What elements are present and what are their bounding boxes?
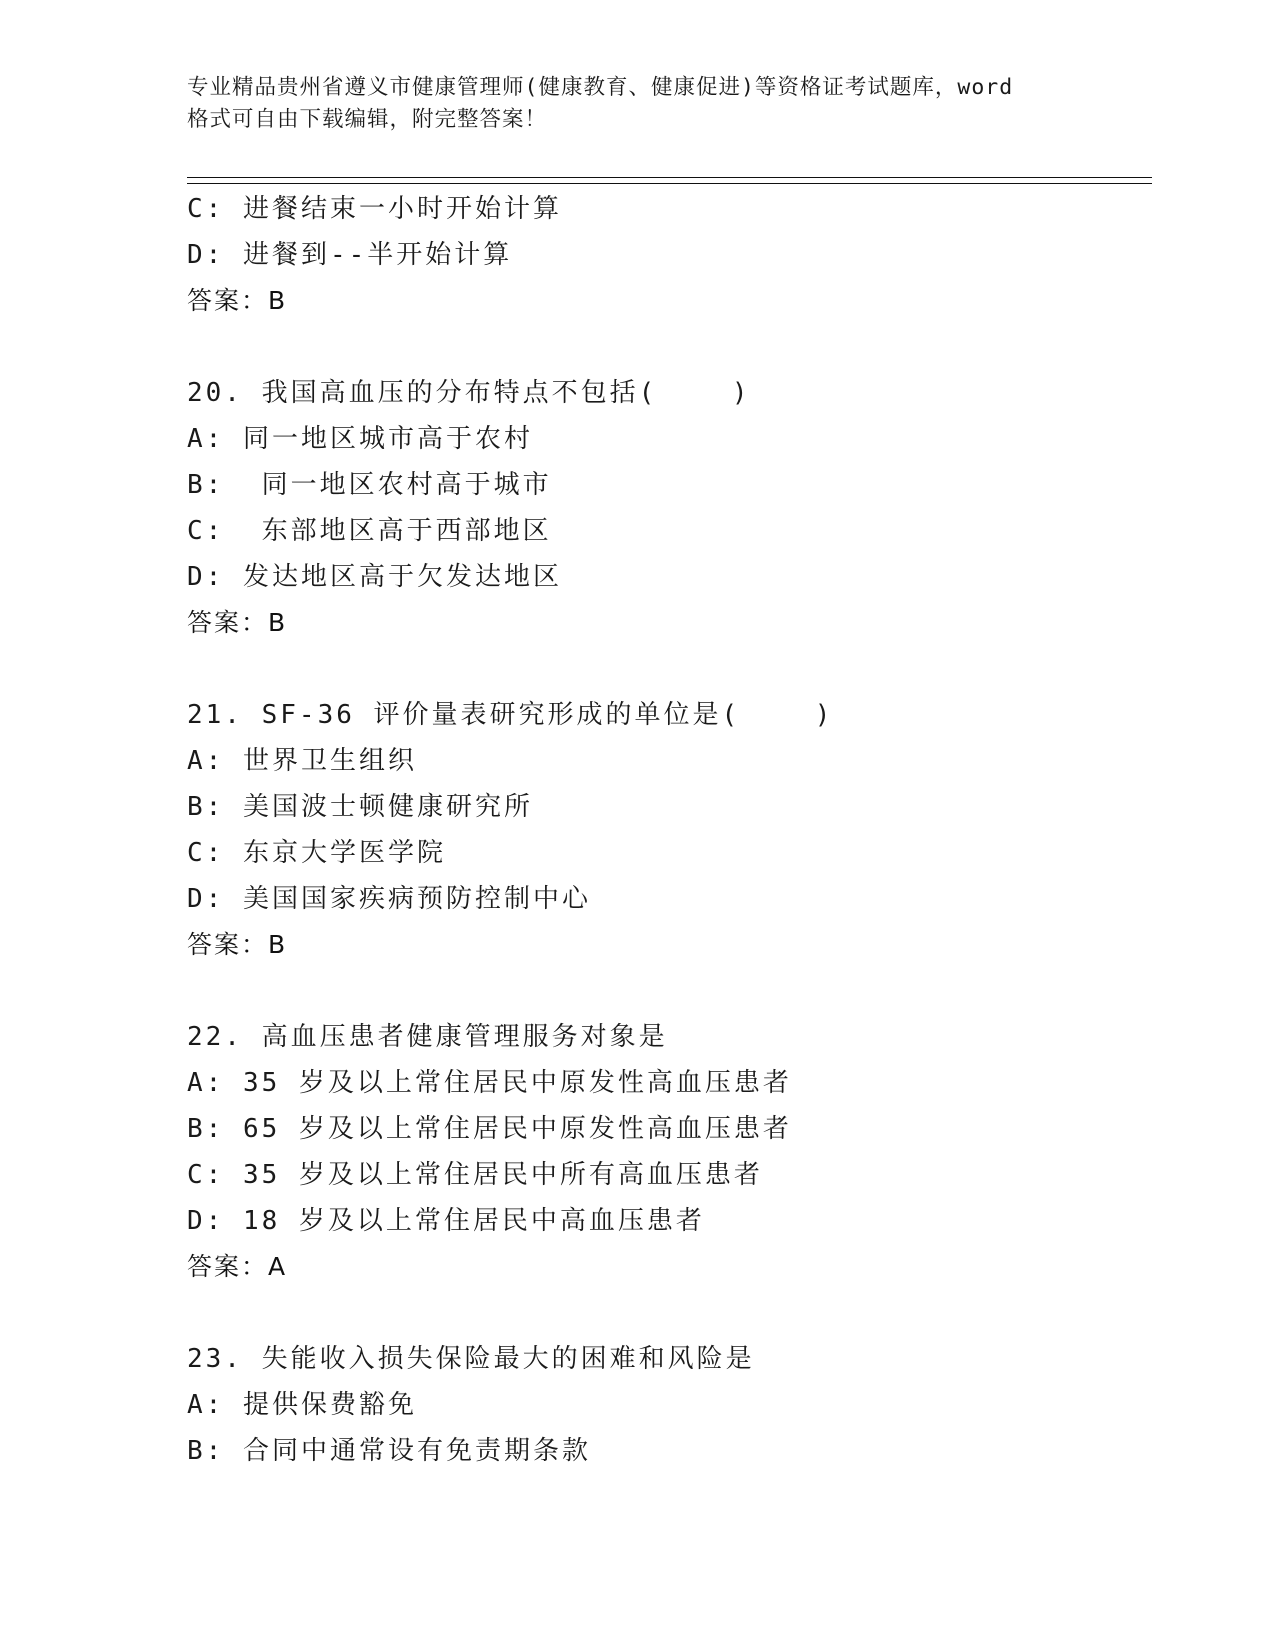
question-20 xyxy=(187,370,1147,646)
option-c: C: 东京大学医学院 xyxy=(187,838,446,868)
option-a: A: 提供保费豁免 xyxy=(187,1390,417,1420)
option-d: D: 18 岁及以上常住居民中高血压患者 xyxy=(187,1206,705,1236)
question-stem: 21. SF-36 评价量表研究形成的单位是( ) xyxy=(187,700,834,730)
spacer xyxy=(187,646,1147,692)
question-stem: 20. 我国高血压的分布特点不包括( ) xyxy=(187,378,751,408)
spacer xyxy=(187,324,1147,370)
option-d: D: 美国国家疾病预防控制中心 xyxy=(187,884,591,914)
option-c: C: 35 岁及以上常住居民中所有高血压患者 xyxy=(187,1160,763,1190)
option-d: D: 发达地区高于欠发达地区 xyxy=(187,562,562,592)
option-b: B: 美国波士顿健康研究所 xyxy=(187,792,533,822)
option-b: B: 65 岁及以上常住居民中原发性高血压患者 xyxy=(187,1114,792,1144)
question-21 xyxy=(187,692,1147,968)
question-stem: 23. 失能收入损失保险最大的困难和风险是 xyxy=(187,1344,755,1374)
answer-label: 答案：B xyxy=(187,608,288,637)
question-19-tail xyxy=(187,186,1147,324)
header-title-line-1: 专业精品贵州省遵义市健康管理师(健康教育、健康促进)等资格证考试题库，word xyxy=(187,75,1014,100)
option-b: B: 合同中通常设有免责期条款 xyxy=(187,1436,591,1466)
option-c: C: 进餐结束一小时开始计算 xyxy=(187,194,562,224)
question-22 xyxy=(187,1014,1147,1290)
option-a: A: 世界卫生组织 xyxy=(187,746,417,776)
answer-label: 答案：B xyxy=(187,286,288,315)
answer-label: 答案：B xyxy=(187,930,288,959)
header-divider-bottom xyxy=(187,183,1152,184)
option-a: A: 35 岁及以上常住居民中原发性高血压患者 xyxy=(187,1068,792,1098)
header-title-line-2: 格式可自由下载编辑，附完整答案！ xyxy=(187,107,548,132)
spacer xyxy=(187,1290,1147,1336)
question-list xyxy=(187,186,1147,1474)
question-23 xyxy=(187,1336,1147,1474)
option-b: B: 同一地区农村高于城市 xyxy=(187,470,552,500)
answer-label: 答案：A xyxy=(187,1252,288,1281)
option-a: A: 同一地区城市高于农村 xyxy=(187,424,533,454)
option-d: D: 进餐到--半开始计算 xyxy=(187,240,513,270)
question-stem: 22. 高血压患者健康管理服务对象是 xyxy=(187,1022,668,1052)
spacer xyxy=(187,968,1147,1014)
option-c: C: 东部地区高于西部地区 xyxy=(187,516,552,546)
header-divider-top xyxy=(187,177,1152,178)
document-header xyxy=(187,72,1087,136)
